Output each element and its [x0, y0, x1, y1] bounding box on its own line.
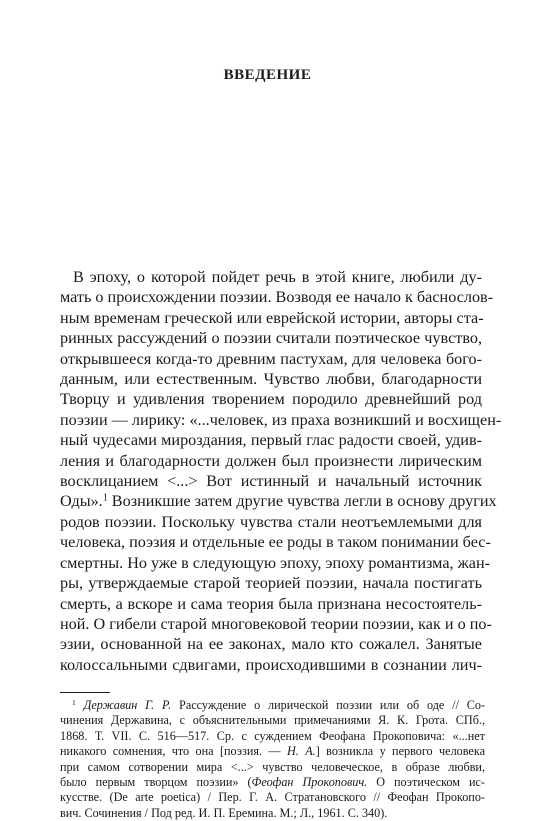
text-line: данным, или естественным. Чувство любви, благодарности — [60, 370, 482, 389]
text-fragment: Оды». — [60, 492, 103, 511]
footnote-line: кусстве. (De arte poetica) / Пер. Г. А. Стратановского // Феофан Прокопо- — [60, 790, 485, 805]
text-line: восклицанием <...> Вот истинный и начальный источник — [60, 472, 482, 491]
text-line: поэзии — лирику: «...человек, из праха возникший и восхищен- — [60, 410, 502, 429]
text-line: ный чудесами мироздания, первый глас радости своей, удив- — [60, 431, 482, 450]
text-line: эзии, основанной на ее законах, мало кто сожалел. Занятые — [60, 635, 482, 654]
text-line: родов поэзии. Поскольку чувства стали неотъемлемыми для — [60, 512, 482, 531]
text-line: ным временам греческой или еврейской истории, авторы ста- — [60, 308, 484, 327]
chapter-heading: ВВЕДЕНИЕ — [223, 67, 312, 83]
text-line: ринных рассуждений о поэзии считали поэтическое чувство, — [60, 329, 482, 348]
footnote-text: Рассуждение о лирической поэзии или об оде // Со- — [171, 698, 485, 712]
text-line: Творцу и удивления творением породило древнейший род — [60, 390, 482, 409]
text-line: смерть, а вскоре и сама теория была признана несостоятель- — [60, 594, 482, 613]
text-line: человека, поэзия и отдельные ее роды в таком понимании бес- — [60, 533, 491, 552]
footnote-line: при самом сотворении мира <...> чувство человеческое, в образе любви, — [60, 759, 485, 774]
text-line: колоссальными сдвигами, происходившими в сознании лич- — [60, 655, 482, 674]
footnote-line: 1868. Т. VII. С. 516—517. Ср. с суждением Феофана Прокоповича: «...нет — [60, 728, 485, 743]
footnote-line: вич. Сочинения / Под ред. И. П. Еремина. М.; Л., 1961. С. 340). — [60, 805, 388, 820]
footnote-divider — [60, 692, 110, 693]
footnote-reference[interactable]: 1 — [102, 492, 108, 504]
footnote — [60, 698, 485, 821]
text-line: ной. О гибели старой многовековой теории поэзии, как и о по- — [60, 614, 492, 633]
footnote-text: О поэтическом ис- — [367, 775, 485, 790]
footnote-text: было первым творцом поэзии» ( — [60, 775, 252, 790]
footnote-italic: Феофан Прокопович. — [251, 775, 368, 790]
footnote-line — [60, 698, 485, 713]
main-text — [60, 267, 502, 675]
footnote-marker: 1 — [72, 697, 76, 707]
footnote-line — [60, 775, 485, 790]
text-line: открывшееся когда-то древним пастухам, для человека бого- — [60, 349, 482, 368]
text-line: ления и благодарности должен был произнести лирическим — [60, 451, 482, 470]
footnote-text: ] возникла у первого человека — [315, 744, 485, 759]
footnote-author: Державин Г. Р. — [83, 698, 172, 712]
footnote-italic: Н. А. — [286, 744, 316, 759]
text-line: ры, утверждаемые старой теорией поэзии, начала постигать — [60, 574, 482, 593]
text-line: В эпоху, о которой пойдет речь в этой книге, любили ду- — [73, 268, 482, 286]
text-fragment: Возникшие затем другие чувства легли в основу других — [107, 492, 497, 511]
text-line-with-footnote-ref — [60, 491, 497, 511]
text-line: мать о происхождении поэзии. Возводя ее начало к баснослов- — [60, 288, 494, 307]
footnote-line — [60, 744, 485, 759]
footnote-text: никакого сомнения, что она [поэзия. — — [60, 744, 287, 759]
text-line: смертны. Но уже в следующую эпоху, эпоху романтизма, жан- — [60, 553, 491, 572]
footnote-line: чинения Державина, с объяснительными примечаниями Я. К. Грота. СПб., — [60, 713, 485, 728]
